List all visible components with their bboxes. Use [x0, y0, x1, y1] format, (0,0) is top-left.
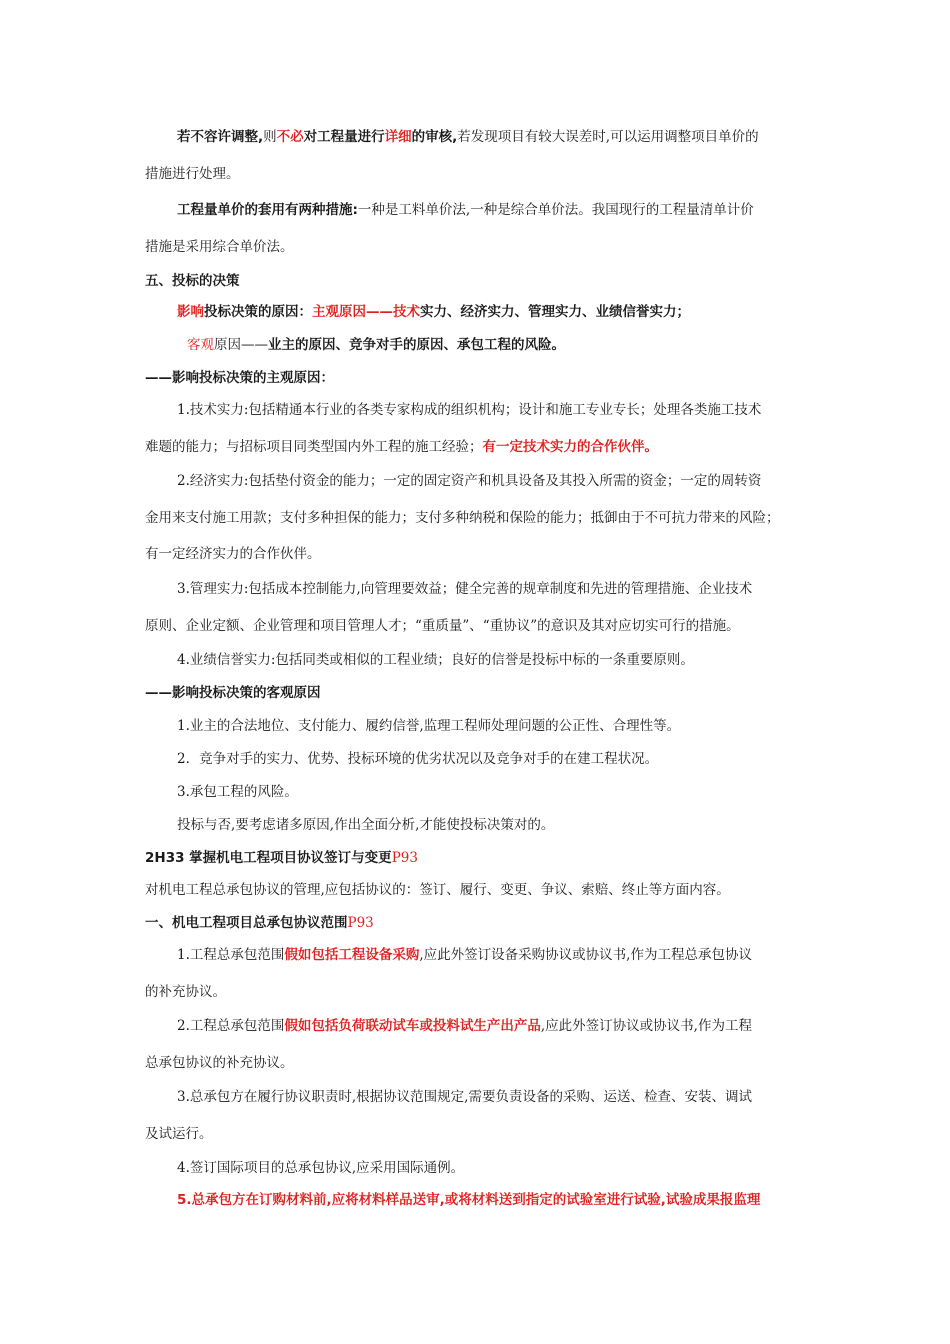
page-ref: P93 — [347, 915, 374, 931]
text: 2.工程总承包范围 — [177, 1018, 285, 1034]
red-bold-text: 假如包括负荷联动试车或投料试生产出产品 — [284, 1018, 541, 1034]
paragraph-unit-price-line2: 措施是采用综合单价法。 — [145, 239, 294, 255]
red-bold-text: 影响 — [177, 304, 204, 320]
item-technical-line1: 1.技术实力:包括精通本行业的各类专家构成的组织机构；设计和施工专业专长；处理各类施工技术 — [177, 402, 762, 418]
red-text: 客观 — [187, 337, 214, 353]
scope-item3-line2: 及试运行。 — [145, 1126, 213, 1142]
bold-text: 业主的原因、竞争对手的原因、承包工程的风险。 — [268, 337, 565, 353]
bold-text: 的审核, — [411, 129, 458, 145]
red-bold-text: 不必 — [276, 129, 304, 145]
scope-item5: 5.总承包方在订购材料前,应将材料样品送审,或将材料送到指定的试验室进行试验,试验成果报监理 — [177, 1192, 761, 1208]
bold-text: 2H33 掌握机电工程项目协议签订与变更 — [145, 850, 392, 866]
bold-text: 实力、经济实力、管理实力、业绩信誉实力； — [420, 304, 690, 320]
red-bold-text: 主观原因——技术 — [312, 304, 420, 320]
item-reputation: 4.业绩信誉实力:包括同类或相似的工程业绩；良好的信誉是投标中标的一条重要原则。 — [177, 652, 694, 668]
scope-item1-line1 — [177, 945, 752, 965]
bold-text: 一、机电工程项目总承包协议范围 — [145, 915, 348, 931]
section-heading-scope — [145, 913, 374, 933]
bold-text: 若不容许调整, — [177, 129, 264, 145]
red-bold-text: 假如包括工程设备采购 — [284, 947, 420, 963]
reason-subjective-line — [177, 302, 690, 322]
item-management-line2: 原则、企业定额、企业管理和项目管理人才；“重质量”、“重协议”的意识及其对应切实可行的措施。 — [145, 618, 740, 634]
scope-item1-line2: 的补充协议。 — [145, 984, 226, 1000]
item-management-line1: 3.管理实力:包括成本控制能力,向管理要效益；健全完善的规章制度和先进的管理措施、企业技术 — [177, 581, 753, 597]
page-ref: P93 — [391, 850, 418, 866]
reason-objective-line — [187, 335, 565, 355]
text: 则 — [263, 129, 277, 145]
item-technical-line2 — [145, 437, 658, 457]
intro-line: 对机电工程总承包协议的管理,应包括协议的：签订、履行、变更、争议、索赔、终止等方面内容。 — [145, 882, 730, 898]
scope-item2-line2: 总承包协议的补充协议。 — [145, 1055, 294, 1071]
scope-item4: 4.签订国际项目的总承包协议,应采用国际通例。 — [177, 1160, 465, 1176]
text: 若发现项目有较大误差时,可以运用调整项目单价的 — [457, 129, 759, 145]
section-heading-2h33 — [145, 848, 418, 868]
scope-item3-line1: 3.总承包方在履行协议职责时,根据协议范围规定,需要负责设备的采购、运送、检查、安装、调试 — [177, 1089, 752, 1105]
text: 1.工程总承包范围 — [177, 947, 285, 963]
red-bold-text: 有一定技术实力的合作伙伴。 — [482, 439, 658, 455]
text: 难题的能力；与招标项目同类型国内外工程的施工经验； — [145, 439, 483, 455]
paragraph-unit-price-line1 — [177, 200, 754, 220]
section-heading-bid-decision: 五、投标的决策 — [145, 273, 240, 289]
item-owner: 1.业主的合法地位、支付能力、履约信誉,监理工程师处理问题的公正性、合理性等。 — [177, 718, 681, 734]
item-risk: 3.承包工程的风险。 — [177, 784, 298, 800]
text: 原因—— — [214, 337, 268, 353]
bold-text: 投标决策的原因： — [204, 304, 312, 320]
conclusion-line: 投标与否,要考虑诸多原因,作出全面分析,才能使投标决策对的。 — [177, 817, 555, 833]
item-economic-line2: 金用来支付施工用款；支付多种担保的能力；支付多种纳税和保险的能力；抵御由于不可抗力带来的风险； — [145, 510, 780, 526]
text: 一种是工料单价法,一种是综合单价法。我国现行的工程量清单计价 — [357, 202, 754, 218]
bold-text: 工程量单价的套用有两种措施: — [177, 202, 358, 218]
item-economic-line3: 有一定经济实力的合作伙伴。 — [145, 546, 321, 562]
paragraph-adjustment-line1 — [177, 127, 759, 147]
item-economic-line1: 2.经济实力:包括垫付资金的能力；一定的固定资产和机具设备及其投入所需的资金；一定的周转资 — [177, 473, 762, 489]
paragraph-adjustment-line2: 措施进行处理。 — [145, 166, 240, 182]
scope-item2-line1 — [177, 1016, 752, 1036]
subheading-objective-reasons: ——影响投标决策的客观原因 — [145, 685, 321, 701]
text: ,应此外签订设备采购协议或协议书,作为工程总承包协议 — [419, 947, 752, 963]
item-competitor: 2．竞争对手的实力、优势、投标环境的优劣状况以及竞争对手的在建工程状况。 — [177, 751, 659, 767]
text: ,应此外签订协议或协议书,作为工程 — [540, 1018, 752, 1034]
bold-text: 对工程量进行 — [303, 129, 385, 145]
red-bold-text: 详细 — [384, 129, 412, 145]
subheading-subjective-reasons: ——影响投标决策的主观原因： — [145, 370, 334, 386]
